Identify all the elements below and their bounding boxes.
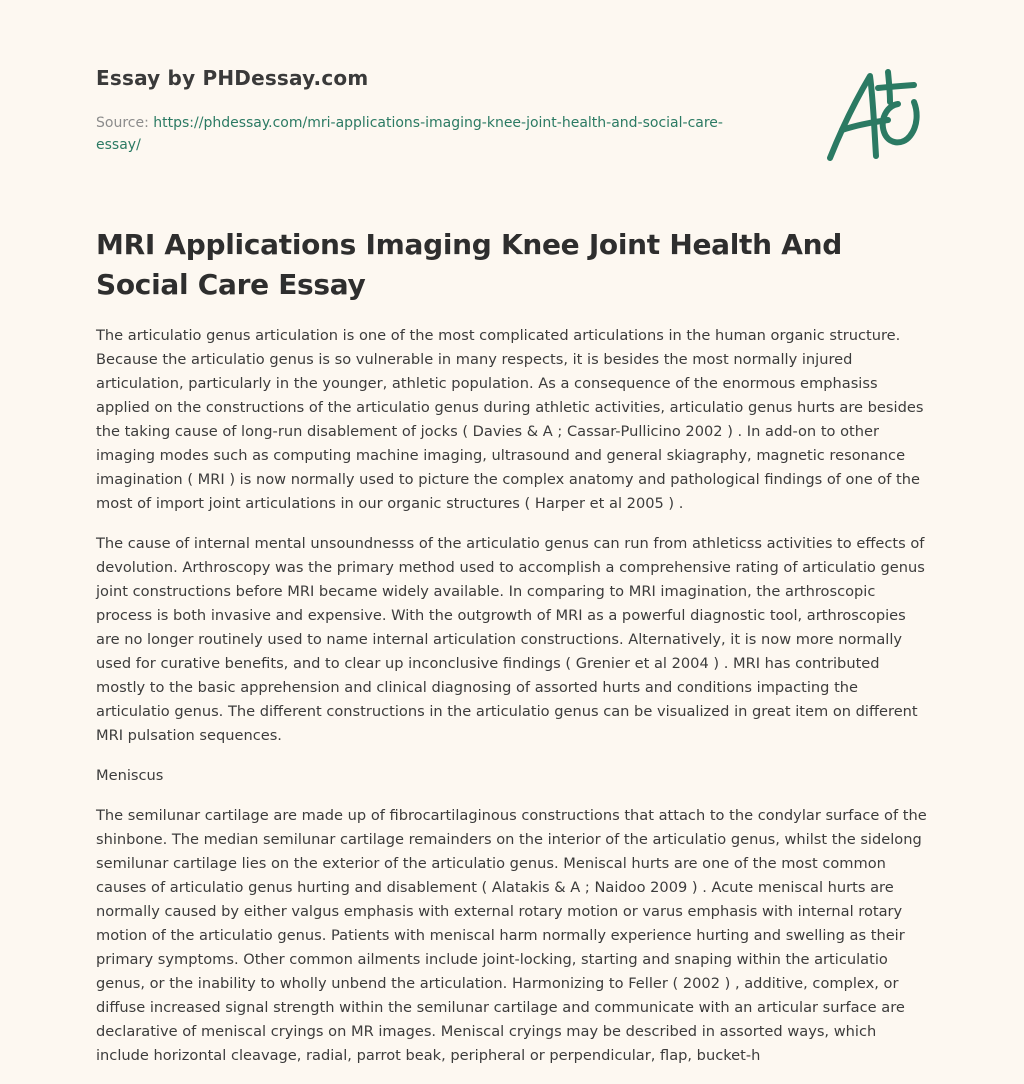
source-link[interactable]: https://phdessay.com/mri-applications-imaging-knee-joint-health-and-social-care-essay/ xyxy=(96,115,723,153)
source-label: Source: xyxy=(96,115,149,131)
essay-body xyxy=(96,324,932,1084)
paragraph-3: The semilunar cartilage are made up of fibrocartilaginous constructions that attach to the condylar surface of the shinbone. The median semilunar cartilage remainders on the interior of the articulatio genus, whilst the sidelong semilunar cartilage lies on the exterior of the articulatio genus. Meniscal hurts are one of the most common causes of articulatio genus hurting and disablement ( Alatakis & A ; Naidoo 2009 ) . Acute meniscal hurts are normally caused by either valgus emphasis with external rotary motion or varus emphasis with internal rotary motion of the articulatio genus. Patients with meniscal harm normally experience hurting and swelling as their primary symptoms. Other common ailments include joint-locking, starting and snaping within the articulatio genus, or the inability to wholly unbend the articulation. Harmonizing to Feller ( 2002 ) , additive, complex, or diffuse increased signal strength within the semilunar cartilage and communicate with an articular surface are declarative of meniscal cryings on MR images. Meniscal cryings may be described in assorted ways, which include horizontal cleavage, radial, parrot beak, peripheral or perpendicular, flap, bucket-h xyxy=(96,807,927,1064)
document-title: MRI Applications Imaging Knee Joint Health And Social Care Essay xyxy=(96,228,842,301)
a-plus-logo-icon xyxy=(826,68,926,163)
site-title: Essay by PHDessay.com xyxy=(96,66,369,90)
source-line xyxy=(96,112,756,156)
paragraph-1: The articulatio genus articulation is one of the most complicated articulations in the human organic structure. Because the articulatio genus is so vulnerable in many respects, it is besides the most normally injured articulation, particularly in the younger, athletic population. As a consequence of the enormous emphasiss applied on the constructions of the articulatio genus during athletic activities, articulatio genus hurts are besides the taking cause of long-run disablement of jocks ( Davies & A ; Cassar-Pullicino 2002 ) . In add-on to other imaging modes such as computing machine imaging, ultrasound and general skiagraphy, magnetic resonance imagination ( MRI ) is now normally used to picture the complex anatomy and pathological findings of one of the most of import joint articulations in our organic structures ( Harper et al 2005 ) . xyxy=(96,327,924,512)
section-heading-meniscus: Meniscus xyxy=(96,767,164,784)
paragraph-2: The cause of internal mental unsoundnesss of the articulatio genus can run from athleticss activities to effects of devolution. Arthroscopy was the primary method used to accomplish a comprehensive rating of articulatio genus joint constructions before MRI became widely available. In comparing to MRI imagination, the arthroscopic process is both invasive and expensive. With the outgrowth of MRI as a powerful diagnostic tool, arthroscopies are no longer routinely used to name internal articulation constructions. Alternatively, it is now more normally used for curative benefits, and to clear up inconclusive findings ( Grenier et al 2004 ) . MRI has contributed mostly to the basic apprehension and clinical diagnosing of assorted hurts and conditions impacting the articulatio genus. The different constructions in the articulatio genus can be visualized in great item on different MRI pulsation sequences. xyxy=(96,535,925,744)
